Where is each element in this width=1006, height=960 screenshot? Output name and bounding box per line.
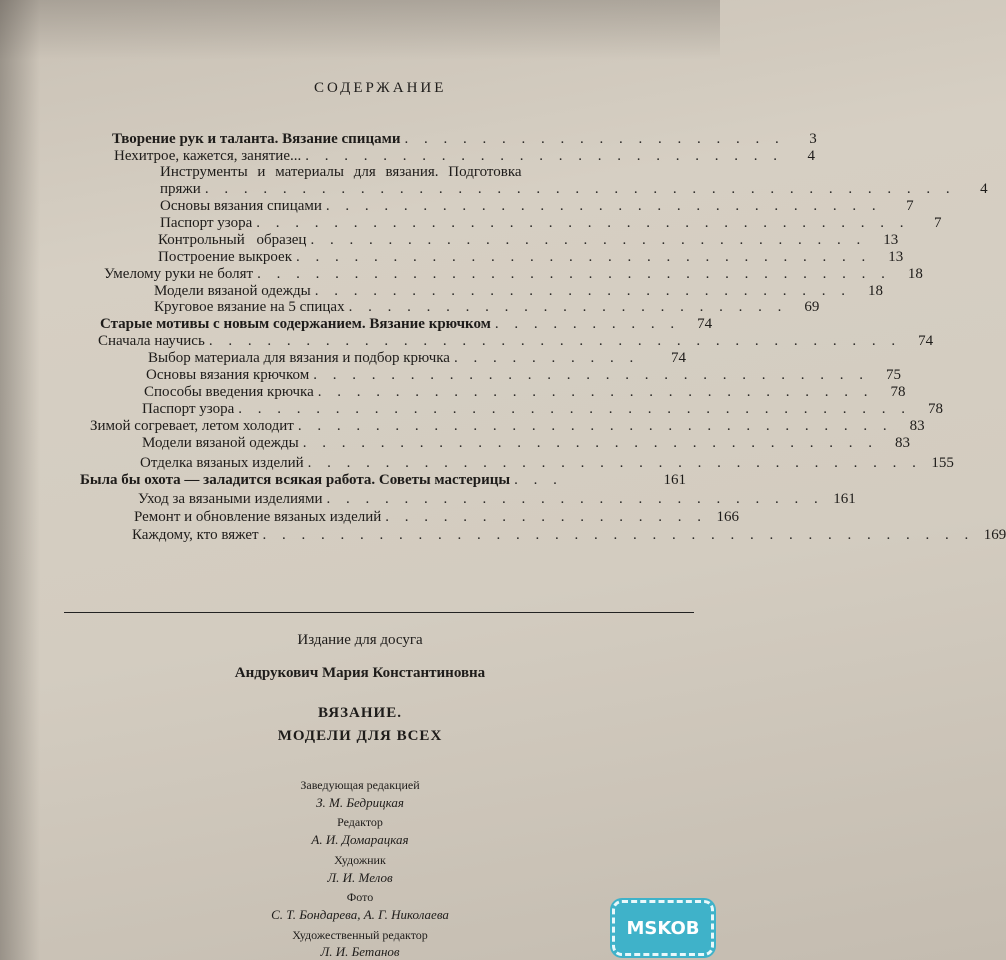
toc-row — [154, 298, 820, 316]
toc-leader: . . . . . . . . . . . . . . . . . . . . . . . . . . . . — [314, 283, 851, 299]
toc-row — [146, 366, 901, 384]
toc-entry-title: Зимой согревает, летом холодит — [90, 418, 294, 434]
toc-leader: . . . . . . . . . . . . . . . . . . . . . . . . . . — [326, 491, 824, 507]
toc-entry-page: 83 — [894, 435, 910, 451]
toc-entry-page: 13 — [883, 232, 899, 248]
toc-entry-page: 7 — [906, 198, 914, 214]
toc-entry-page: 161 — [833, 491, 856, 507]
toc-entry-page: 155 — [931, 455, 954, 471]
toc-leader: . . . . . . . . . . . . . . . . . . . . . . . . . . . . . . . . . . . . . . . — [204, 181, 956, 197]
credit-name: З. М. Бедрицкая — [316, 795, 404, 810]
toc-entry-title: Была бы охота — заладится всякая работа. Советы мастерицы — [80, 472, 511, 488]
toc-leader: . . . . . . . . . . . . . . . . . . . . . . . . . . . . . . . . . . . — [238, 401, 912, 417]
toc-leader: . . . . . . . . . . . . . . . . . . . . . . . . . . . . . . . . . . . . — [208, 333, 902, 349]
toc-leader: . . . . . . . . . . . . . . . . . . . . . . . . . . . . . . . — [297, 418, 893, 434]
toc-entry-page: 13 — [888, 249, 904, 265]
toc-row — [132, 526, 1006, 544]
toc-entry-title: Выбор материала для вязания и подбор крючка — [148, 350, 450, 366]
toc-leader: . . . . . . . . . . . . . . . . . . . . . . . . . . . . . . . . . . — [256, 215, 910, 231]
toc-entry-title: Круговое вязание на 5 спицах — [154, 299, 345, 315]
toc-entry-page: 161 — [663, 472, 686, 488]
toc-leader: . . . . . . . . . . . . . . . . . . . . . . . — [348, 299, 788, 315]
toc-row — [158, 231, 899, 249]
toc-row — [160, 163, 686, 181]
toc-leader: . . . . . . . . . . . . . . . . . . . . . . . . . . . . . — [313, 367, 869, 383]
credit-role: Художник — [334, 853, 386, 867]
book-title-line-2: МОДЕЛИ ДЛЯ ВСЕХ — [277, 728, 443, 744]
toc-leader: . . . . . . . . . . . . . . . . . . . . . . . . . . . . . . — [302, 435, 878, 451]
credit-name: С. Т. Бондарева, А. Г. Николаева — [271, 907, 449, 922]
toc-entry-title: Модели вязаной одежды — [154, 283, 311, 299]
toc-leader: . . . . . . . . . . . . . . . . . . . . . . . . . . . . . — [325, 198, 882, 214]
toc-entry-title: Модели вязаной одежды — [142, 435, 299, 451]
toc-entry-title: Основы вязания спицами — [160, 198, 322, 214]
toc-row — [160, 180, 988, 198]
toc-row — [160, 197, 914, 215]
toc-entry-page: 18 — [867, 283, 883, 299]
toc-entry-page: 74 — [918, 333, 934, 349]
toc-entry-title: Инструменты и материалы для вязания. Подготовка — [160, 164, 522, 180]
toc-entry-title: Способы введения крючка — [144, 384, 314, 400]
toc-entry-page: 169 — [983, 527, 1006, 543]
toc-entry-page: 83 — [909, 418, 925, 434]
toc-row — [80, 471, 686, 489]
page-shadow-top — [0, 0, 720, 60]
credit-name: А. И. Домарацкая — [311, 832, 409, 847]
toc-row — [98, 332, 934, 350]
toc-entry-page: 78 — [928, 401, 944, 417]
toc-entry-title: пряжи — [160, 181, 201, 197]
edition-type: Издание для досуга — [297, 632, 423, 648]
toc-entry-page: 4 — [807, 148, 815, 164]
toc-row — [144, 383, 906, 401]
toc-leader: . . . . . . . . . . . . . . . . . . . . . . . . . . . . . . — [295, 249, 872, 265]
toc-row — [138, 490, 856, 508]
toc-entry-title: Старые мотивы с новым содержанием. Вязание крючком — [100, 316, 491, 332]
toc-entry-page: 3 — [809, 131, 817, 147]
author-name-text: Андрукович Мария Константиновна — [234, 665, 486, 681]
toc-entry-title: Паспорт узора — [160, 215, 253, 231]
toc-leader: . . . . . . . . . . . . . . . . . . . . . . . . . . . . . . . . — [307, 455, 922, 471]
toc-entry-page: 7 — [934, 215, 942, 231]
toc-entry-title: Сначала научись — [98, 333, 205, 349]
toc-row — [90, 417, 925, 435]
toc-entry-page: 18 — [907, 266, 923, 282]
credit-name: Л. И. Бетанов — [320, 944, 400, 959]
toc-row — [104, 265, 923, 283]
credit-role: Художественный редактор — [292, 928, 428, 942]
toc-leader: . . . . . . . . . . . . . . . . . . . . . . . . . . . . . — [317, 384, 874, 400]
toc-heading: СОДЕРЖАНИЕ — [314, 80, 447, 96]
toc-entry-title: Уход за вязаными изделиями — [138, 491, 323, 507]
toc-entry-title: Отделка вязаных изделий — [140, 455, 304, 471]
toc-entry-page: 4 — [980, 181, 988, 197]
toc-row — [140, 454, 954, 472]
toc-entry-page: 166 — [716, 509, 740, 525]
section-divider — [64, 612, 694, 613]
toc-row — [134, 508, 740, 526]
toc-entry-page: 74 — [671, 350, 686, 366]
toc-entry-page: 78 — [890, 384, 906, 400]
credit-role: Заведующая редакцией — [300, 778, 420, 792]
toc-entry-title: Ремонт и обновление вязаных изделий — [134, 509, 382, 525]
toc-entry-title: Каждому, кто вяжет — [132, 527, 259, 543]
credit-role: Редактор — [337, 815, 383, 829]
toc-entry-title: Паспорт узора — [142, 401, 235, 417]
toc-leader: . . . — [514, 472, 563, 488]
watermark-logo — [612, 900, 714, 956]
toc-entry-title: Построение выкроек — [158, 249, 292, 265]
toc-row — [100, 315, 713, 333]
toc-row — [148, 349, 686, 367]
toc-leader: . . . . . . . . . . . . . . . . . — [385, 509, 708, 525]
toc-leader: . . . . . . . . . . . . . . . . . . . . . . . . . . . . . . . . . — [257, 266, 891, 282]
toc-entry-page: 74 — [697, 316, 713, 332]
toc-leader: . . . . . . . . . . . . . . . . . . . . . . . . . — [305, 148, 783, 164]
toc-row — [112, 130, 817, 148]
credit-role: Фото — [346, 890, 374, 904]
credit-name: Л. И. Мелов — [327, 870, 393, 885]
toc-entry-title: Умелому руки не болят — [104, 266, 254, 282]
toc-entry-title: Творение рук и таланта. Вязание спицами — [112, 131, 401, 147]
toc-row — [142, 434, 910, 452]
toc-leader: . . . . . . . . . . . . . . . . . . . . . . . . . . . . . — [310, 232, 867, 248]
toc-entry-title: Контрольный образец — [158, 232, 307, 248]
toc-leader: . . . . . . . . . . . . . . . . . . . . — [404, 131, 785, 147]
toc-row — [160, 214, 942, 232]
toc-row — [158, 248, 904, 266]
toc-leader: . . . . . . . . . . — [494, 316, 681, 332]
toc-row — [142, 400, 944, 418]
toc-entry-title: Основы вязания крючком — [146, 367, 310, 383]
watermark-text: MSKOB — [626, 917, 700, 939]
toc-leader: . . . . . . . . . . . . . . . . . . . . . . . . . . . . . . . . . . . . . — [262, 527, 975, 543]
toc-leader: . . . . . . . . . . — [453, 350, 640, 366]
book-title-line-1: ВЯЗАНИЕ. — [318, 705, 402, 721]
author-name — [0, 665, 720, 682]
toc-entry-title: Нехитрое, кажется, занятие... — [114, 148, 302, 164]
toc-entry-page: 69 — [804, 299, 820, 315]
toc-entry-page: 75 — [885, 367, 901, 383]
